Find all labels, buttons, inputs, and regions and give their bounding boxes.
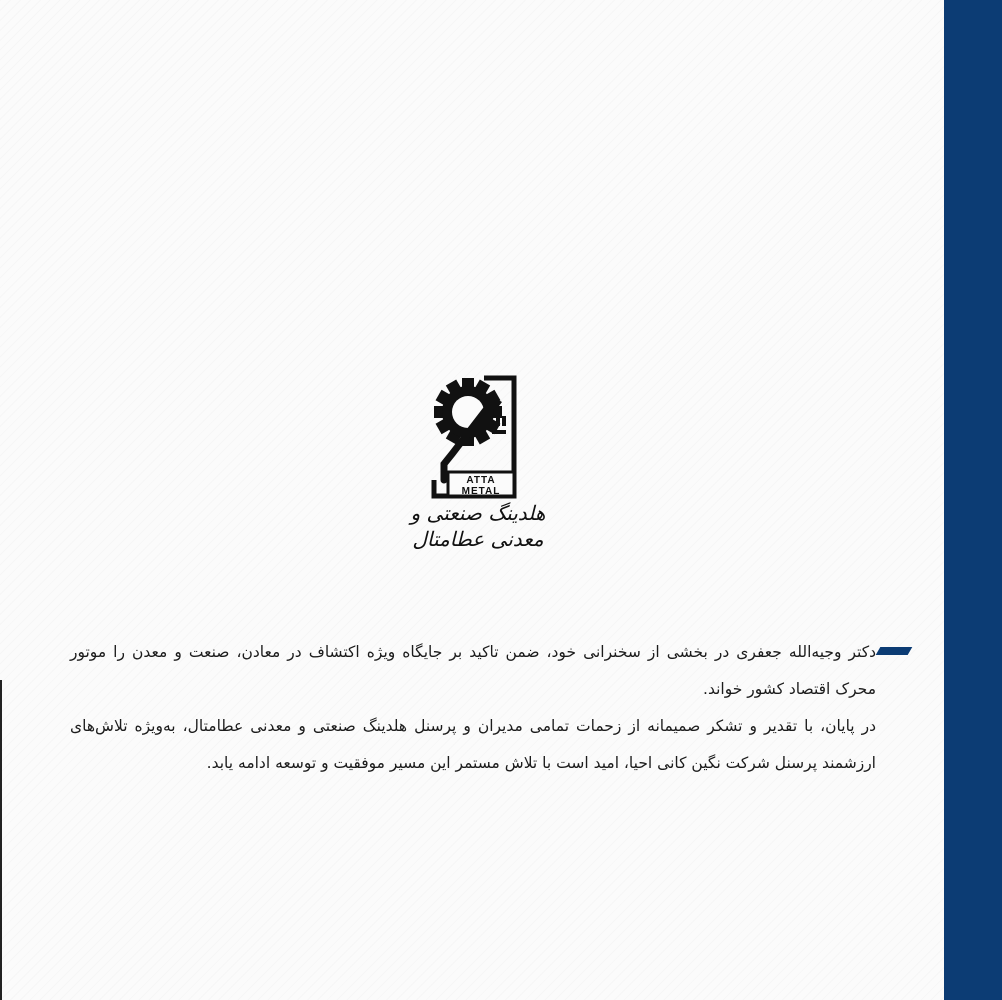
article-body <box>70 634 876 782</box>
left-edge-line <box>0 680 2 1000</box>
svg-text:ATTA: ATTA <box>466 475 496 486</box>
paragraph-bullet-dash <box>876 647 913 655</box>
paragraph-2: در پایان، با تقدیر و تشکر صمیمانه از زحمات تمامی مدیران و پرسنل هلدینگ صنعتی و معدنی عطامتال، به‌ویژه تلاش‌های ارزشمند پرسنل شرکت نگین کانی احیا، امید است با تلاش مستمر این مسیر موفقیت و توسعه ادامه یابد. <box>70 717 876 772</box>
paragraph-1: دکتر وجیه‌الله جعفری در بخشی از سخنرانی خود، ضمن تاکید بر جایگاه ویژه اکتشاف در معادن، صنعت و معدن را موتور محرک اقتصاد کشور خواند. <box>70 643 876 698</box>
atta-metal-logo-mark-icon <box>426 372 526 502</box>
svg-text:METAL: METAL <box>461 486 501 497</box>
holding-calligraphy-caption: هلدینگ صنعتی و معدنی عطامتال <box>410 501 546 551</box>
atta-metal-logo <box>398 372 558 572</box>
right-accent-bar <box>944 0 1002 1000</box>
